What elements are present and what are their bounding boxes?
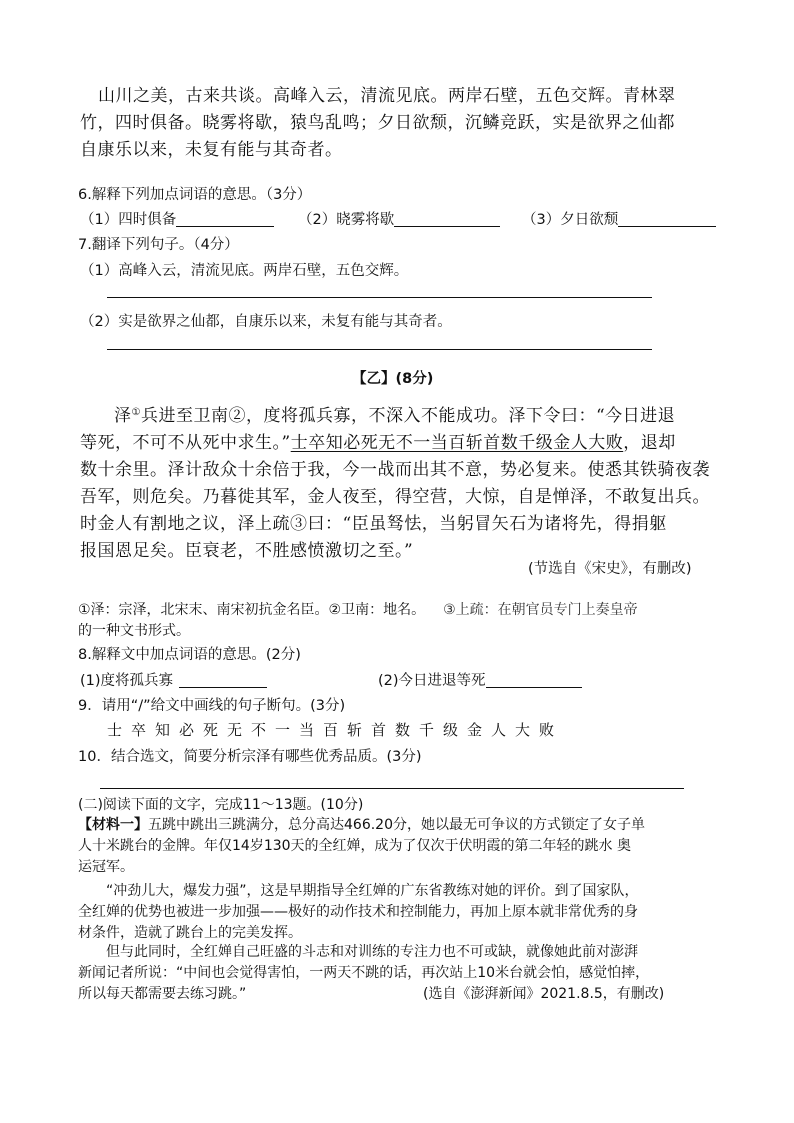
q10-title: 10．结合选文，简要分析宗泽有哪些优秀品质。(3分) xyxy=(78,749,422,765)
footnote-line-2: 的一种文书形式。 xyxy=(78,623,190,639)
passage-yi-line-1 xyxy=(114,401,675,426)
paragraph-3-line-1: 但与此同时，全红婵自己旺盛的斗志和对训练的专注力也不可或缺，就像她此前对澎湃 xyxy=(106,944,638,960)
passage-yi-line-2 xyxy=(80,428,676,453)
passage-yi-line-6: 报国恩足矣。臣衰老，不胜感愤激切之至。” xyxy=(80,541,414,561)
underlined-sentence: 士卒知必死无不一当百斩首数千级金人大败 xyxy=(290,433,624,453)
q10-answer-line[interactable] xyxy=(100,788,684,789)
q8-item-1-label: (1)度将孤兵寡 xyxy=(80,673,174,689)
q8-item-2-label: (2)今日进退等死 xyxy=(378,673,486,689)
passage-yi-line-1-a: 泽 xyxy=(114,406,132,426)
passage-jia-line-1: 山川之美，古来共谈。高峰入云，清流见底。两岸石壁，五色交辉。青林翠 xyxy=(98,86,676,106)
passage-yi-line-3: 数十余里。泽计敌众十余倍于我，今一战而出其不意，势必复来。使悉其铁骑夜袭 xyxy=(80,460,710,480)
passage-yi-line-5: 时金人有割地之议，泽上疏③曰：“臣虽驽怯，当躬冒矢石为诸将先，得捐躯 xyxy=(80,514,667,534)
q7-answer-line-1[interactable] xyxy=(107,297,652,298)
paragraph-3-line-2: 新闻记者所说：“中间也会觉得害怕，一两天不跳的话，再次站上10米台就会怕，感觉怕摔， xyxy=(78,965,650,981)
paragraph-2-line-1: “冲劲儿大，爆发力强”，这是早期指导全红婵的广东省教练对她的评价。到了国家队， xyxy=(106,883,639,899)
material-1-label: 【材料一】 xyxy=(78,817,148,833)
q6-item-2 xyxy=(298,208,500,229)
section-yi-header: 【乙】(8分) xyxy=(352,371,434,387)
q6-item-2-label: （2）晓雾将歇 xyxy=(298,212,395,228)
q6-answer-blank-2[interactable] xyxy=(394,210,500,227)
q9-title: 9．请用“/”给文中画线的句子断句。(3分) xyxy=(78,698,346,714)
footnote-line-1 xyxy=(78,599,638,619)
paragraph-2-line-2: 全红婵的优势也被进一步加强——极好的动作技术和控制能力，再加上原本就非常优秀的身 xyxy=(78,904,638,920)
passage-yi-line-2-a: 等死，不可不从死中求生。” xyxy=(80,433,291,453)
q6-item-1 xyxy=(80,208,274,229)
footnote-b: ③上疏：在朝官员专门上奏皇帝 xyxy=(443,602,638,618)
q6-item-3-label: （3）夕日欲颓 xyxy=(522,212,619,228)
q7-title: 7.翻译下列句子。（4分） xyxy=(78,237,239,253)
q6-answer-blank-1[interactable] xyxy=(176,210,274,227)
q9-sentence: 士卒知必死无不一当百斩首数千级金人大败 xyxy=(107,721,564,739)
material-1-line-1 xyxy=(78,814,645,834)
material-1-line-3: 运冠军。 xyxy=(78,859,134,875)
q8-item-1 xyxy=(80,669,267,690)
paragraph-3-line-3: 所以每天都需要去练习跳。” xyxy=(78,986,247,1002)
q6-item-3 xyxy=(522,208,716,229)
paragraph-2-line-3: 材条件，造就了跳台上的完美发挥。 xyxy=(78,925,302,941)
q7-answer-line-2[interactable] xyxy=(107,349,652,350)
q6-answer-blank-3[interactable] xyxy=(618,210,716,227)
passage-yi-line-2-b: ，退却 xyxy=(623,433,676,453)
q8-answer-blank-1[interactable] xyxy=(179,671,267,688)
q6-item-1-label: （1）四时俱备 xyxy=(80,212,177,228)
passage-jia-line-2: 竹，四时俱备。晓雾将歇，猿鸟乱鸣；夕日欲颓，沉鳞竞跃，实是欲界之仙都 xyxy=(80,113,675,133)
q8-answer-blank-2[interactable] xyxy=(486,671,582,688)
q7-item-2: （2）实是欲界之仙都，自康乐以来，未复有能与其奇者。 xyxy=(80,314,452,330)
footnote-marker-1: ① xyxy=(131,407,141,418)
material-1-text-1: 五跳中跳出三跳满分，总分高达466.20分，她以最无可争议的方式锁定了女子单 xyxy=(148,817,645,833)
passage-yi-line-1-b: 兵进至卫南②，度将孤兵寡，不深入不能成功。泽下令曰：“今日进退 xyxy=(140,406,676,426)
passage-yi-line-4: 吾军，则危矣。乃暮徙其军，金人夜至，得空营，大惊，自是惮泽，不敢复出兵。 xyxy=(80,487,710,507)
q6-title: 6.解释下列加点词语的意思。（3分） xyxy=(78,187,312,203)
passage-jia-line-3: 自康乐以来，未复有能与其奇者。 xyxy=(80,140,343,160)
q8-title: 8.解释文中加点词语的意思。(2分) xyxy=(78,647,301,663)
q8-item-2 xyxy=(378,669,582,690)
part2-title: (二)阅读下面的文字，完成11～13题。(10分) xyxy=(78,797,364,813)
material-1-line-2: 人十米跳台的金牌。年仅14岁130天的全红婵，成为了仅次于伏明霞的第二年轻的跳水 奥 xyxy=(78,838,631,854)
part2-source: (选自《澎湃新闻》2021.8.5，有删改) xyxy=(423,986,665,1002)
q7-item-1: （1）高峰入云，清流见底。两岸石壁，五色交辉。 xyxy=(80,263,409,279)
passage-yi-source: (节选自《宋史》，有删改) xyxy=(528,561,692,577)
footnote-a: ①泽：宗泽，北宋末、南宋初抗金名臣。②卫南：地名。 xyxy=(78,602,426,618)
